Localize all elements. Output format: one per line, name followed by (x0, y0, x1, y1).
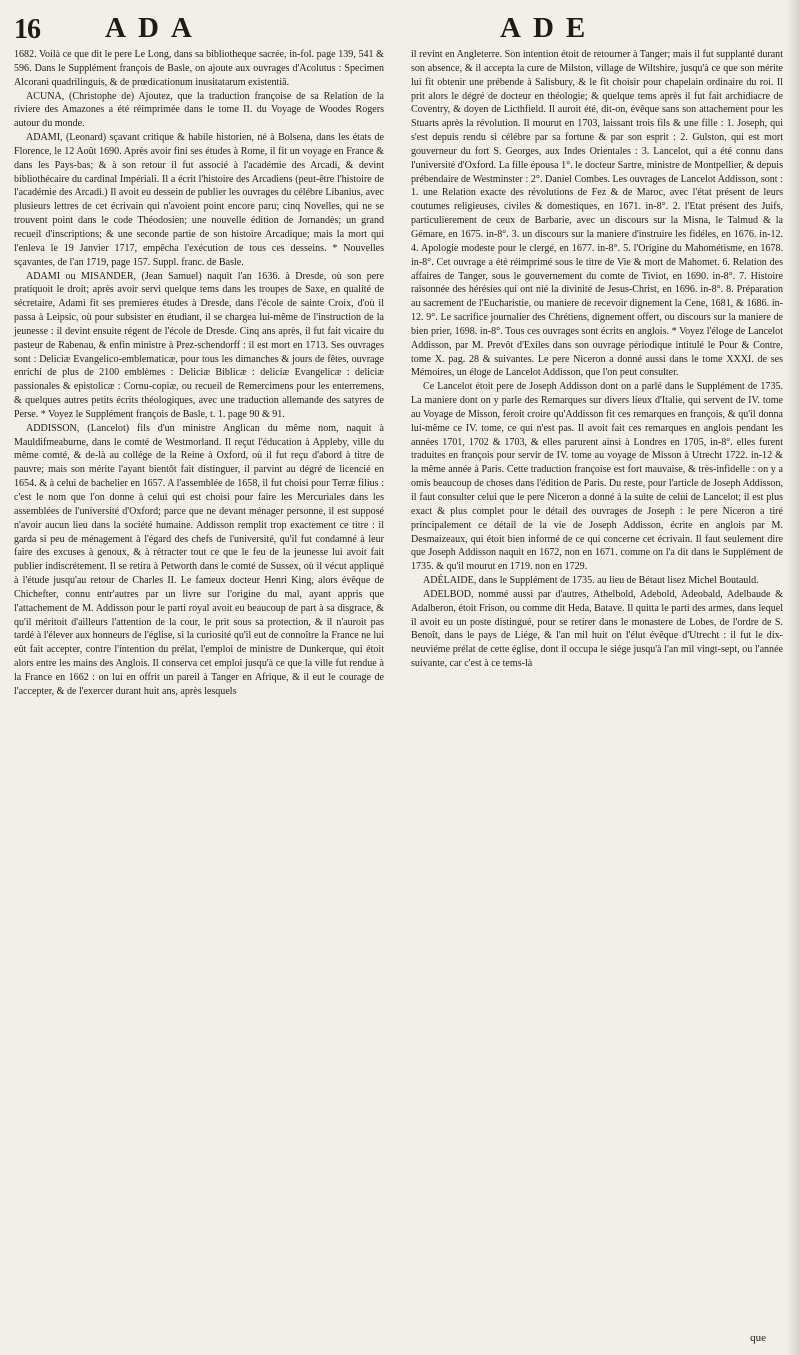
paragraph: ADAMI ou MISANDER, (Jean Samuel) naquit l'an 1636. à Dresde, où son pere pratiquoit le droit; après avoir servi quelque tems dans les troupes de Saxe, en qualité de sécretaire, Adami fit ses premieres études à Dresde, dans l'école de sainte Croix, d'où il passa à Leipsic, où pour subsister en étudiant, il se chargea lui-même de l'instruction de la jeunesse : il devint ensuite régent de l'école de Dresde. Cinq ans après, il fut fait vicaire du pasteur de Rabenau, & enfin ministre à Prez-schendorff : il est mort en 1713. Ses ouvrages sont : Deliciæ Evangelico-emblematicæ, pour tous les dimanches & jours de fêtes, ouvrage enrichi de plus de 2100 emblèmes : Deliciæ Biblicæ : deliciæ Evangelicæ : deliciæ passionales & epistolicæ : Cornu-copiæ, ou recueil de Remercimens pour les enterremens, & quelques autres petits écrits théologiques, avec une traduction allemande des satyres de Perse. * Voyez le Supplément françois de Basle, t. 1. page 90 & 91. (14, 270, 384, 420)
paragraph: 1682. Voilà ce que dit le pere Le Long, dans sa bibliotheque sacrée, in-fol. page 139, 541 & 596. Dans le Supplément françois de Basle, on ajoute aux ouvrages d'Acolutus : Specimen Alcorani quadrilinguis, & de prœdicationum inusitatarum existentiâ. (14, 49, 384, 88)
paragraph: ADDISSON, (Lancelot) fils d'un ministre Anglican du même nom, naquit à Mauldifmeaburne, dans le comté de Westmorland. Il reçut l'éducation à Appleby, ville du même comté, & de-là au collége de la Reine à Oxford, où il fut reçu d'abord à titre de pauvre; mais son mérite l'ayant bientôt fait distinguer, il parvint au dégré de licencié en 1654. & à celui de bachelier en 1657. A l'assemblée de 1658, il fut choisi pour Terræ filius : c'est le nom que l'on donne à celui qui est choisi pour faire les Mercuriales dans les assemblées de l'université d'Oxford; parce que ne devant ménager personne, il est supposé n'avoir aucun lieu dans la société humaine. Addisson remplit trop exactement ce titre : il garda si peu de ménagement à l'égard des chefs de l'université, qu'il fut condamné à leur faire des excuses à genoux, & à rétracter tout ce que le feu de la jeunesse lui avoit fait publier indiscrétement. Il se retira à Petworth dans le comté de Sussex, où il vécut appliqué à l'étude jusqu'au retour de Charles II. Le fameux docteur Henri King, alors évêque de Chichefter, connu entr'autres par un livre sur l'origine du mal, ayant appris que l'attachement de M. Addisson pour le parti royal avoit eu beaucoup de part à sa disgrace, & qu'il méritoit d'ailleurs l'attention de la cour, le prit sous sa protection, & il n'auroit pas tardé à l'élever aux honneurs de l'église, si la curiosité qu'il eut de connoître la France ne lui eût fait accepter, contre l'intention du prélat, l'emploi de ministre de Dunkerque, qui étoit alors entre les mains des Anglois. Il conserva cet emploi jusqu'à ce que la ville fut rendue à la France en 1662 : on lui en offrit un pareil à Tanger en Afrique, & il eut le courage de l'accepter, & de l'exercer durant huit ans, après lesquels (14, 422, 384, 697)
paragraph: ADAMI, (Leonard) sçavant critique & habile historien, né à Bolsena, dans les états de Florence, le 12 Août 1690. Après avoir fini ses études à Rome, il fit un voyage en France & dans les Pays-bas; & à son retour il fut associé à l'académie des Arcadi, & devint bibliothécaire du cardinal Impériali. Il a écrit l'histoire des Arcadiens (peut-être l'histoire de l'académie des Arcadi.) Il avoit eu dessein de publier les ouvrages du célébre Libanius, avec plusieurs lettres de cet écrivain qui n'avoient point encore paru; cinq Novelles, qui ne se trouvent point dans le code Théodosien; une nouvelle édition de Jornandès; un grand recueil d'inscriptions; & une seconde partie de son histoire Arcadique; mais la mort qui l'enleva le 19 Janvier 1717, empêcha l'exécution de tous ces desseins. * Nouvelles sçavantes, de l'an 1719, page 157. Suppl. franc. de Basle. (14, 132, 384, 268)
running-title-right: ADE (500, 12, 598, 44)
page-number: 16 (14, 14, 40, 45)
paragraph: Ce Lancelot étoit pere de Joseph Addisson dont on a parlé dans le Supplément de 1735. La maniere dont on y parle des Remarques sur divers lieux d'Italie, qui servent de IV. tome au Voyage de Misson, feroit croire qu'Addisson fit ces remarques en françois, & qu'il donna lui-même ce IV. tome, ce qui n'est pas. Il avoit fait ces remarques en anglois pendant les années 1701, 1702 & 1703, & elles parurent ainsi à Londres en 1705, in-8°. elles furent traduites en françois pour servir de IV. tome au voyage de Misson à Utrecht 1722. in-12 & la même année à Paris. Cette traduction françoise est fort mauvaise, & très-infidelle : on y a omis beaucoup de choses dans l'édition de Paris. Du reste, pour l'article de Joseph Addisson, il faut consulter celui que le pere Niceron a donné à la suite de celui de Lancelot; il est plus exact & plus complet pour le détail des ouvrages de Joseph : le pere Niceron a tiré principalement ce détail de la vie de Joseph Addisson, écrite en anglois par M. Desmaizeaux, qui étoit bien informé de ce qui concerne cet écrivain. Il faut seulement dire que Joseph Addisson naquit en 1672, non en 1671. comme on l'a dit dans le Supplément de 1735. & qu'il mourut en 1719. non en 1729. (411, 381, 783, 573)
running-title-left: ADA (105, 12, 204, 44)
paragraph: il revint en Angleterre. Son intention étoit de retourner à Tanger; mais il fut supplanté durant son absence, & il accepta la cure de Milston, village de Wiltshire, jusqu'à ce que son mérite lui fit obtenir une prébende à Salisbury, & le fit choisir pour chapelain ordinaire du roi. Il prit alors le dégré de docteur en théologie; & quelque tems après il fut fait archidiacre de Coventry, & doyen de Licthfield. Il auroit été, dit-on, évêque sans son attachement pour les Stuarts après la révolution. Il mourut en 1703, laissant trois fils & une fille : 1. Joseph, qui s'est depuis rendu si célébre par sa fortune & par son esprit : 2. Gulston, qui est mort gouverneur du fort S. Georges, aux Indes Orientales : 3. Lancelot, qui a été connu dans l'université d'Oxford. La fille épousa 1°. le docteur Sartre, ministre de Montpellier, & depuis prébendaire de Westminster : 2°. Daniel Combes. Les ouvrages de Lancelot Addisson, sont : 1. une Relation exacte des révolutions de Fez & de Maroc, avec l'état présent de leurs coutumes religieuses, civiles & domestiques, en 1671. in-8°. 2. l'Etat présent des Juifs, particulierement de ceux de Barbarie, avec un discours sur la Misna, le Talmud & la Gémare, en 1675. in-8°. 3. un discours sur la maniere d'instruire les fidéles, en 1676. in-12. 4. Apologie modeste pour le clergé, en 1677. in-8°. 5. l'Origine du Mahométisme, en 1678. in-8°. Cet ouvrage a été réimprimé sous le titre de Vie & mort de Mahomet. 6. Relation des affaires de Tanger, sous le gouvernement du comte de Tiviot, en 1690. in-8°. 7. Histoire raisonnée des hérésies qui ont nié la divinité de Jesus-Christ, en 1696. in-8°. 8. Préparation au sacrement de l'Eucharistie, ou maniere de recevoir dignement la Cene, 1681, & 1686. in-12. 9°. Le sacrifice journalier des Chrétiens, dignement offert, ou discours sur la maniere de bien prier, 1698. in-8°. Tous ces ouvrages sont écrits en anglois. * Voyez l'éloge de Lancelot Addisson, par M. Prevôt d'Exiles dans son ouvrage périodique intitulé le Pour & Contre, tome X. pag. 28 & suivantes. Le pere Niceron a donné aussi dans le tome XXXI. de ses Mémoires, un éloge de Lancelot Addisson, que l'on peut consulter. (411, 49, 783, 379)
paragraph: ADELBOD, nommé aussi par d'autres, Athelbold, Adebold, Adeobald, Adelbaude & Adalberon, étoit Frison, ou comme dit Heda, Batave. Il quitta le parti des armes, dans lequel il avoit eu un poste distingué, pour se retirer dans le monastere de Lobes, de l'ordre de S. Benoît, dans le pays de Liége, & l'an mil huit on l'élut évêque d'Utrecht : il fut le dix-neuviéme prélat de cette église, dont il occupa le siége jusqu'à l'an mil vingt-sept, ou l'année suivante, car c'est à ce tems-là (411, 588, 783, 670)
right-column (411, 48, 783, 671)
catchword: que (750, 1332, 766, 1344)
running-head (0, 8, 800, 45)
paragraph: ADÉLAIDE, dans le Supplément de 1735. au lieu de Bétaut lisez Michel Boutauld. (423, 575, 759, 587)
left-column (14, 48, 384, 699)
page-edge-shadow (786, 0, 800, 1355)
paragraph: ACUNA, (Christophe de) Ajoutez, que la traduction françoise de sa Relation de la riviere des Amazones a été réimprimée dans le tome II. du Voyage de Woodes Rogers autour du monde. (14, 90, 384, 130)
